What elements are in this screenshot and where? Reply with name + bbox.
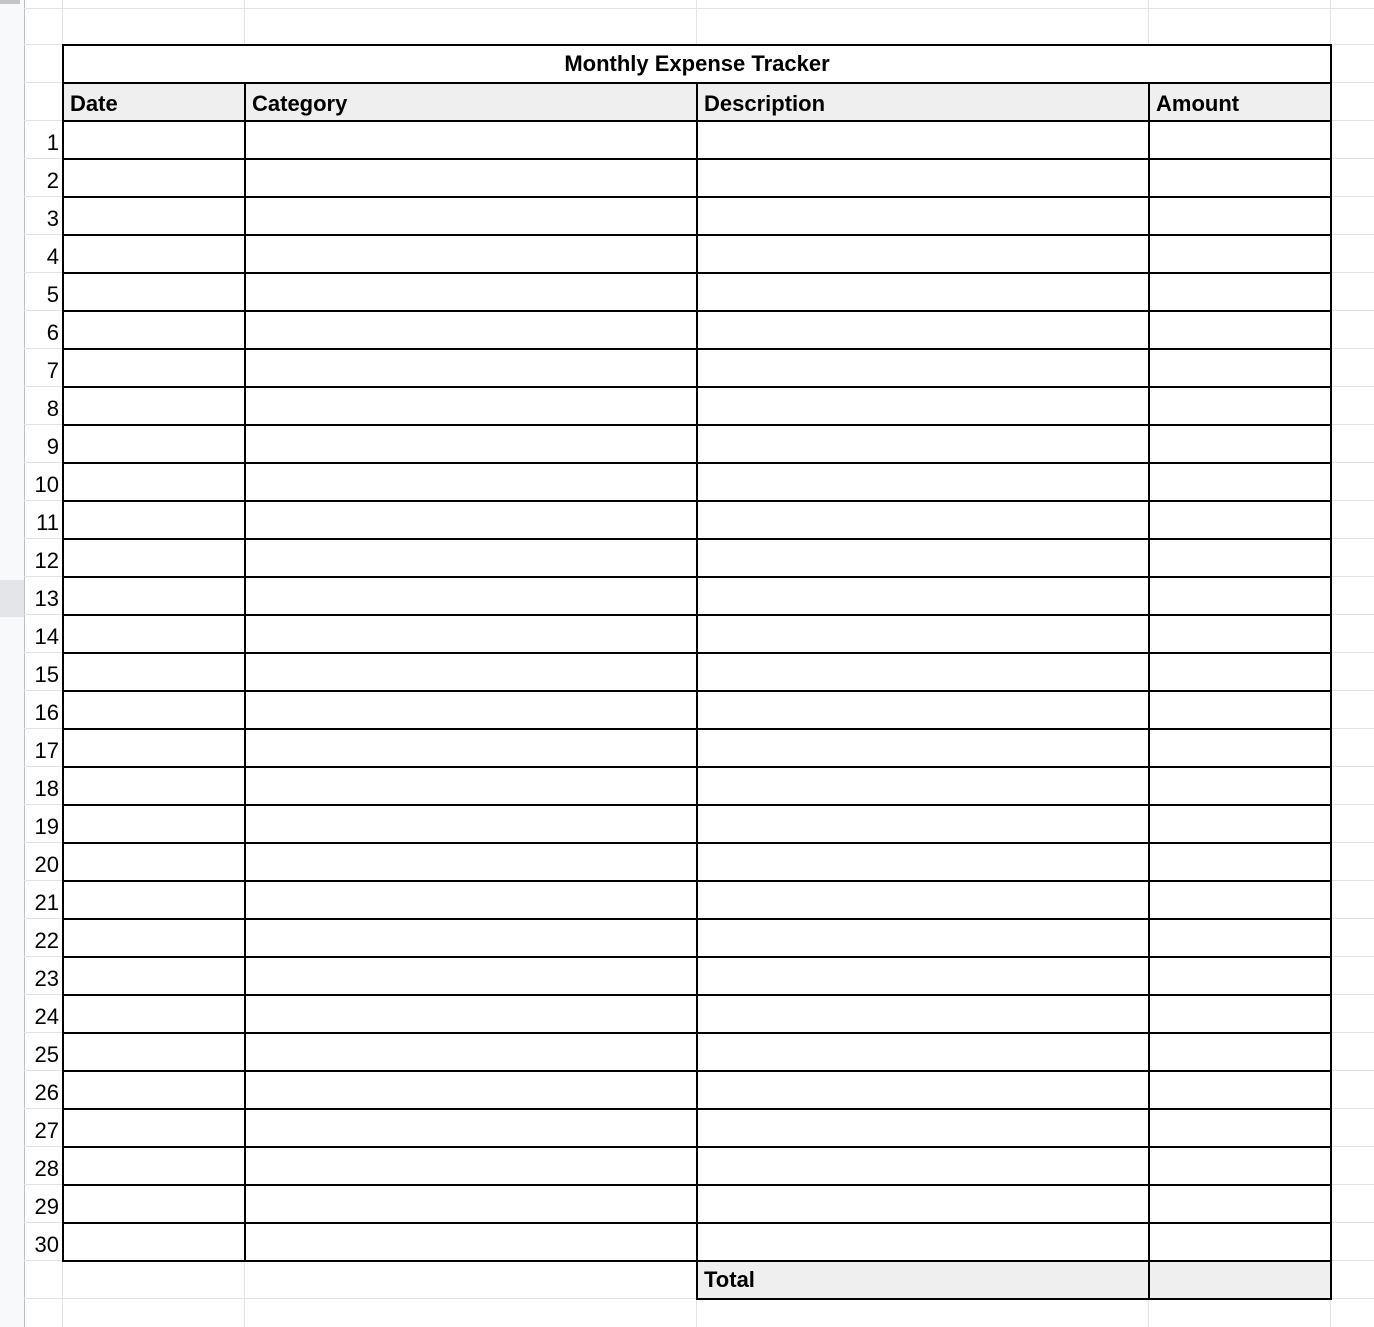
table-row	[63, 919, 1331, 957]
table-row	[63, 843, 1331, 881]
cell-category[interactable]	[245, 615, 697, 653]
cell-amount[interactable]	[1149, 691, 1331, 729]
cell-category[interactable]	[245, 1033, 697, 1071]
cell-category[interactable]	[245, 691, 697, 729]
cell-description[interactable]	[697, 919, 1149, 957]
table-row	[63, 1071, 1331, 1109]
cell-amount[interactable]	[1149, 729, 1331, 767]
row-number: 30	[34, 1232, 59, 1257]
cell-category[interactable]	[245, 805, 697, 843]
cell-date[interactable]	[63, 653, 245, 691]
cell-date[interactable]	[63, 1033, 245, 1071]
cell-date[interactable]	[63, 767, 245, 805]
cell-date[interactable]	[63, 957, 245, 995]
cell-amount[interactable]	[1149, 349, 1331, 387]
cell-amount[interactable]	[1149, 653, 1331, 691]
table-row	[63, 1223, 1331, 1261]
cell-category[interactable]	[245, 729, 697, 767]
cell-description[interactable]	[697, 273, 1149, 311]
cell-amount[interactable]	[1149, 1147, 1331, 1185]
cell-category[interactable]	[245, 653, 697, 691]
row-number: 19	[34, 814, 59, 839]
row-number: 25	[34, 1042, 59, 1067]
cell-category[interactable]	[245, 995, 697, 1033]
cell-date[interactable]	[63, 425, 245, 463]
total-row-blank[interactable]	[63, 1261, 697, 1299]
row-number: 20	[34, 852, 59, 877]
cell-description[interactable]	[697, 805, 1149, 843]
cell-category[interactable]	[245, 349, 697, 387]
cell-date[interactable]	[63, 273, 245, 311]
cell-description[interactable]	[697, 615, 1149, 653]
cell-category[interactable]	[245, 197, 697, 235]
header-date[interactable]: Date	[63, 83, 245, 121]
cell-date[interactable]	[63, 539, 245, 577]
cell-date[interactable]	[63, 235, 245, 273]
table-row	[63, 1185, 1331, 1223]
cell-amount[interactable]	[1149, 843, 1331, 881]
cell-category[interactable]	[245, 1185, 697, 1223]
cell-category[interactable]	[245, 1223, 697, 1261]
cell-description[interactable]	[697, 881, 1149, 919]
cell-amount[interactable]	[1149, 1071, 1331, 1109]
cell-date[interactable]	[63, 691, 245, 729]
cell-category[interactable]	[245, 235, 697, 273]
cell-amount[interactable]	[1149, 273, 1331, 311]
cell-amount[interactable]	[1149, 121, 1331, 159]
cell-description[interactable]	[697, 957, 1149, 995]
cell-date[interactable]	[63, 1147, 245, 1185]
cell-amount[interactable]	[1149, 197, 1331, 235]
cell-amount[interactable]	[1149, 881, 1331, 919]
cell-category[interactable]	[245, 577, 697, 615]
cell-date[interactable]	[63, 995, 245, 1033]
row-number: 22	[34, 928, 59, 953]
cell-date[interactable]	[63, 349, 245, 387]
row-number: 16	[34, 700, 59, 725]
table-row	[63, 729, 1331, 767]
table-row	[63, 805, 1331, 843]
header-amount[interactable]: Amount	[1149, 83, 1331, 121]
row-number: 4	[46, 244, 59, 269]
table-row	[63, 691, 1331, 729]
cell-amount[interactable]	[1149, 311, 1331, 349]
table-row	[63, 995, 1331, 1033]
cell-amount[interactable]	[1149, 1033, 1331, 1071]
cell-category[interactable]	[245, 957, 697, 995]
cell-description[interactable]	[697, 1185, 1149, 1223]
cell-date[interactable]	[63, 501, 245, 539]
cell-date[interactable]	[63, 1071, 245, 1109]
row-number: 3	[46, 206, 59, 231]
cell-category[interactable]	[245, 539, 697, 577]
cell-category[interactable]	[245, 1147, 697, 1185]
cell-description[interactable]	[697, 843, 1149, 881]
expense-table	[62, 44, 1332, 1300]
cell-description[interactable]	[697, 1071, 1149, 1109]
cell-description[interactable]	[697, 1109, 1149, 1147]
header-row	[63, 83, 1331, 121]
cell-description[interactable]	[697, 767, 1149, 805]
cell-amount[interactable]	[1149, 919, 1331, 957]
cell-date[interactable]	[63, 615, 245, 653]
table-row	[63, 1033, 1331, 1071]
cell-date[interactable]	[63, 159, 245, 197]
cell-category[interactable]	[245, 387, 697, 425]
cell-date[interactable]	[63, 577, 245, 615]
cell-description[interactable]	[697, 311, 1149, 349]
cell-description[interactable]	[697, 539, 1149, 577]
cell-amount[interactable]	[1149, 767, 1331, 805]
cell-date[interactable]	[63, 463, 245, 501]
cell-date[interactable]	[63, 1185, 245, 1223]
row-number: 12	[34, 548, 59, 573]
row-number: 26	[34, 1080, 59, 1105]
cell-description[interactable]	[697, 235, 1149, 273]
cell-category[interactable]	[245, 273, 697, 311]
cell-amount[interactable]	[1149, 159, 1331, 197]
cell-date[interactable]	[63, 1109, 245, 1147]
cell-description[interactable]	[697, 1223, 1149, 1261]
cell-amount[interactable]	[1149, 805, 1331, 843]
row-number: 5	[46, 282, 59, 307]
cell-description[interactable]	[697, 121, 1149, 159]
cell-description[interactable]	[697, 387, 1149, 425]
row-header-strip	[0, 0, 25, 1327]
cell-description[interactable]	[697, 463, 1149, 501]
row-number: 9	[46, 434, 59, 459]
table-row	[63, 387, 1331, 425]
cell-date[interactable]	[63, 387, 245, 425]
cell-description[interactable]	[697, 577, 1149, 615]
cell-description[interactable]	[697, 197, 1149, 235]
cell-amount[interactable]	[1149, 501, 1331, 539]
table-row	[63, 577, 1331, 615]
row-number: 11	[36, 510, 59, 535]
row-number: 29	[34, 1194, 59, 1219]
table-row	[63, 653, 1331, 691]
row-header-highlight	[0, 580, 24, 617]
header-category[interactable]: Category	[245, 83, 697, 121]
row-number: 24	[34, 1004, 59, 1029]
total-amount-cell[interactable]	[1149, 1261, 1331, 1299]
cell-description[interactable]	[697, 995, 1149, 1033]
cell-category[interactable]	[245, 843, 697, 881]
row-number: 18	[34, 776, 59, 801]
cell-amount[interactable]	[1149, 995, 1331, 1033]
cell-amount[interactable]	[1149, 1223, 1331, 1261]
table-row	[63, 881, 1331, 919]
table-row	[63, 957, 1331, 995]
cell-amount[interactable]	[1149, 1185, 1331, 1223]
row-number: 15	[34, 662, 59, 687]
table-row	[63, 235, 1331, 273]
table-row	[63, 159, 1331, 197]
cell-category[interactable]	[245, 425, 697, 463]
row-number: 14	[34, 624, 59, 649]
cell-category[interactable]	[245, 463, 697, 501]
cell-category[interactable]	[245, 767, 697, 805]
gridline-row	[24, 8, 1374, 9]
row-number: 21	[34, 890, 59, 915]
cell-amount[interactable]	[1149, 957, 1331, 995]
sheet-title[interactable]: Monthly Expense Tracker	[63, 45, 1331, 83]
cell-amount[interactable]	[1149, 615, 1331, 653]
cell-description[interactable]	[697, 1147, 1149, 1185]
cell-date[interactable]	[63, 843, 245, 881]
cell-date[interactable]	[63, 919, 245, 957]
cell-date[interactable]	[63, 729, 245, 767]
table-row	[63, 501, 1331, 539]
total-row	[63, 1261, 1331, 1299]
title-row	[63, 45, 1331, 83]
row-number: 7	[46, 358, 59, 383]
cell-description[interactable]	[697, 425, 1149, 463]
cell-category[interactable]	[245, 1109, 697, 1147]
cell-date[interactable]	[63, 311, 245, 349]
select-all-corner[interactable]	[0, 0, 20, 4]
cell-amount[interactable]	[1149, 387, 1331, 425]
cell-category[interactable]	[245, 1071, 697, 1109]
cell-category[interactable]	[245, 919, 697, 957]
header-description[interactable]: Description	[697, 83, 1149, 121]
cell-amount[interactable]	[1149, 463, 1331, 501]
cell-description[interactable]	[697, 653, 1149, 691]
row-number: 27	[34, 1118, 59, 1143]
cell-description[interactable]	[697, 1033, 1149, 1071]
cell-description[interactable]	[697, 729, 1149, 767]
cell-date[interactable]	[63, 121, 245, 159]
table-row	[63, 1147, 1331, 1185]
row-number: 17	[34, 738, 59, 763]
table-row	[63, 197, 1331, 235]
row-number: 8	[46, 396, 59, 421]
table-row	[63, 311, 1331, 349]
total-label[interactable]: Total	[697, 1261, 1149, 1299]
row-number: 2	[46, 168, 59, 193]
table-row	[63, 463, 1331, 501]
table-row	[63, 273, 1331, 311]
table-row	[63, 1109, 1331, 1147]
table-row	[63, 539, 1331, 577]
cell-date[interactable]	[63, 881, 245, 919]
cell-amount[interactable]	[1149, 539, 1331, 577]
row-number: 6	[46, 320, 59, 345]
table-row	[63, 121, 1331, 159]
cell-category[interactable]	[245, 881, 697, 919]
row-number: 28	[34, 1156, 59, 1181]
table-row	[63, 425, 1331, 463]
row-number: 1	[46, 130, 59, 155]
cell-category[interactable]	[245, 121, 697, 159]
cell-amount[interactable]	[1149, 235, 1331, 273]
cell-category[interactable]	[245, 159, 697, 197]
cell-description[interactable]	[697, 349, 1149, 387]
table-row	[63, 349, 1331, 387]
cell-category[interactable]	[245, 311, 697, 349]
cell-date[interactable]	[63, 805, 245, 843]
cell-date[interactable]	[63, 197, 245, 235]
row-number: 23	[34, 966, 59, 991]
cell-amount[interactable]	[1149, 577, 1331, 615]
row-number: 10	[34, 472, 59, 497]
row-number: 13	[34, 586, 59, 611]
cell-category[interactable]	[245, 501, 697, 539]
cell-description[interactable]	[697, 501, 1149, 539]
cell-amount[interactable]	[1149, 1109, 1331, 1147]
table-row	[63, 615, 1331, 653]
cell-description[interactable]	[697, 691, 1149, 729]
table-row	[63, 767, 1331, 805]
cell-date[interactable]	[63, 1223, 245, 1261]
cell-description[interactable]	[697, 159, 1149, 197]
cell-amount[interactable]	[1149, 425, 1331, 463]
